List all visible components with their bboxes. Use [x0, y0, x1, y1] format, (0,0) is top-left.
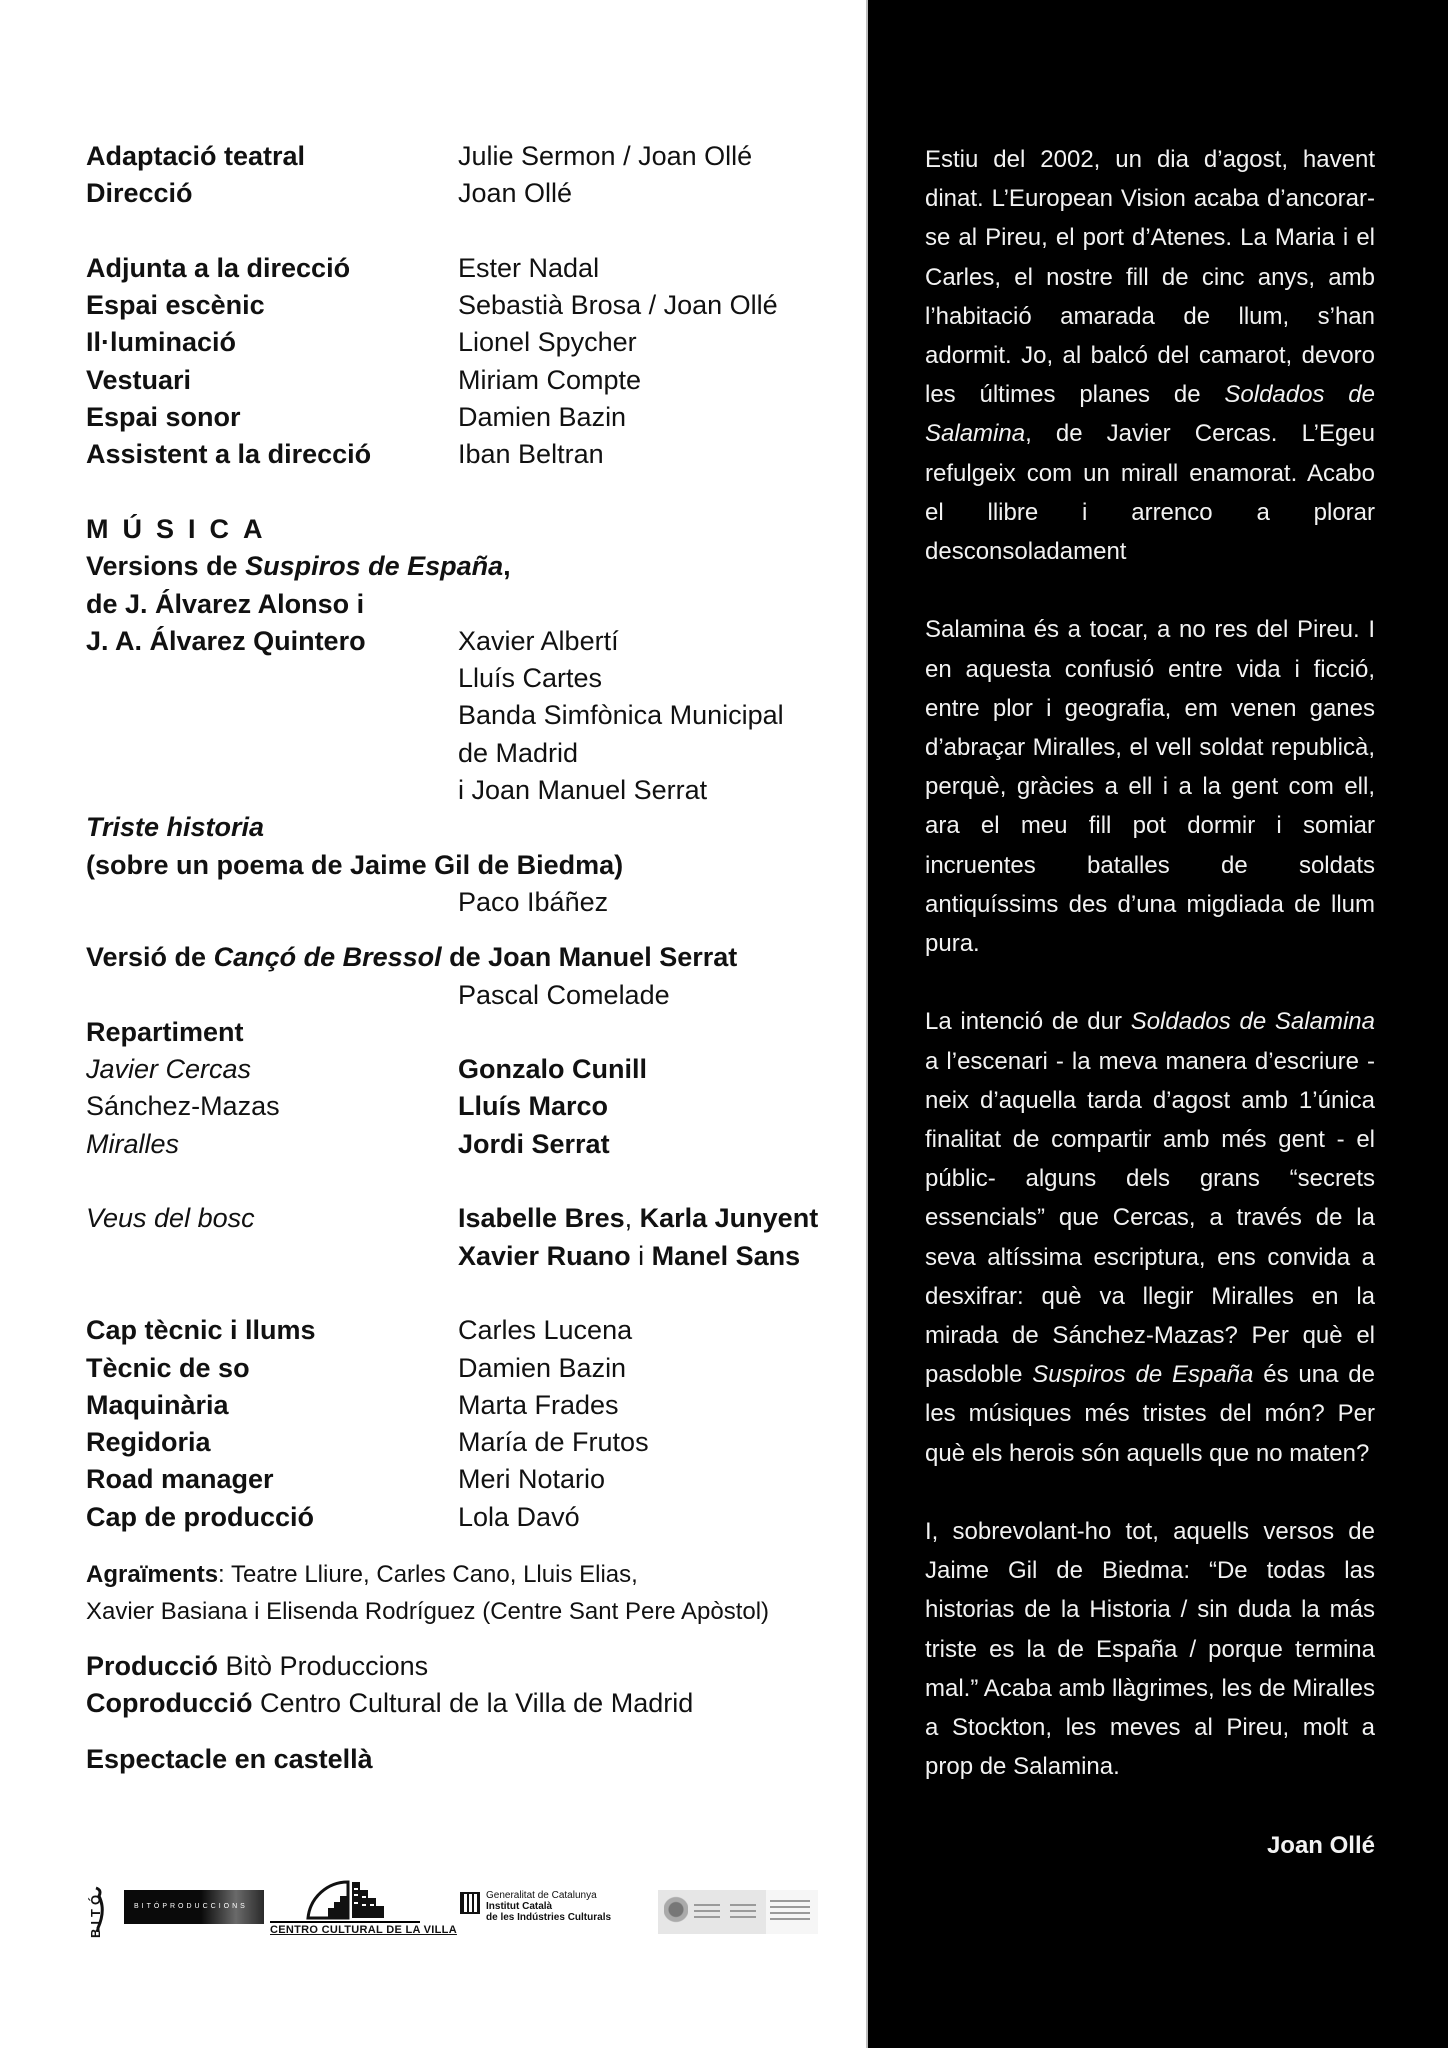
essay-text — [925, 140, 1375, 1865]
essay-paragraph — [925, 1002, 1375, 1472]
character-name: Javier Cercas — [86, 1054, 252, 1085]
credit-row — [86, 138, 866, 175]
ministerio-subpanel — [766, 1890, 818, 1934]
spacer — [86, 697, 458, 734]
bito-mark-text: BITÓ — [88, 1890, 103, 1938]
credit-name: Meri Notario — [458, 1464, 606, 1495]
ccv-logo-text: CENTRO CULTURAL DE LA VILLA — [270, 1921, 420, 1936]
suspiros-prefix: Versions de — [86, 551, 246, 582]
essay-text-run: , de Javier Cercas. L’Egeu refulgeix com un mirall enamorat. Acabo el llibre i arrenco a plorar desconsoladament — [925, 420, 1375, 566]
direction-credits — [86, 138, 866, 213]
ccv-building-icon — [270, 1880, 420, 1920]
credit-row — [86, 1424, 866, 1461]
credit-name: Sebastià Brosa / Joan Ollé — [458, 290, 778, 321]
performer-name: i Joan Manuel Serrat — [458, 775, 708, 806]
performer-row — [86, 772, 866, 809]
suspiros-composer-1: de J. Álvarez Alonso i — [86, 588, 365, 619]
triste-performer-row — [86, 884, 866, 921]
canco-prefix: Versió de — [86, 942, 214, 973]
triste-subtitle: (sobre un poema de Jaime Gil de Biedma) — [86, 849, 624, 880]
credit-row — [86, 250, 866, 287]
technical-credits — [86, 1312, 866, 1536]
suspiros-composer-line — [86, 586, 866, 623]
coproduction-value: Centro Cultural de la Villa de Madrid — [252, 1688, 694, 1719]
credit-role: Road manager — [86, 1464, 274, 1495]
performer-name: Lluís Cartes — [458, 663, 603, 694]
essay-paragraph — [925, 1512, 1375, 1786]
performer-row — [86, 697, 866, 734]
triste-subtitle-row — [86, 847, 866, 884]
ministerio-lettering — [730, 1904, 756, 1918]
spacer — [86, 977, 458, 1014]
suspiros-title-line — [86, 548, 866, 585]
suspiros-title: Suspiros de España — [245, 551, 504, 582]
ministerio-lettering — [694, 1904, 720, 1918]
canco-title: Cançó de Bressol — [213, 942, 442, 973]
credit-row — [86, 399, 866, 436]
credit-row — [86, 175, 866, 212]
performer-row — [86, 735, 866, 772]
suspiros-composer-2: J. A. Álvarez Quintero — [86, 625, 366, 656]
essay-paragraph — [925, 140, 1375, 571]
centro-cultural-logo — [270, 1880, 457, 1936]
production-label: Producció — [86, 1650, 219, 1681]
ministerio-lettering — [770, 1900, 810, 1920]
credit-name: Miriam Compte — [458, 364, 642, 395]
voice-actor: Karla Junyent — [639, 1203, 819, 1234]
credit-role: Il·luminació — [86, 327, 237, 358]
bito-mark-logo — [80, 1880, 114, 1940]
voice-actor: Manel Sans — [651, 1240, 801, 1271]
essay-text-run: a l’escenari - la meva manera d’escriure - neix d’aquella tarda d’agost amb 1’única finalitat de compartir amb més gent - el públic- alguns dels grans “secrets essencials” que Cercas, a través de la seva altíssima escriptura, ens convida a desxifrar: què va llegir Miralles en la mirada de Sánchez-Mazas? Per què el pasdoble — [925, 1047, 1375, 1389]
voices-line-2 — [458, 1238, 800, 1275]
triste-performer: Paco Ibáñez — [458, 886, 609, 917]
canco-performer: Pascal Comelade — [458, 979, 670, 1010]
voices-line-1 — [458, 1200, 818, 1237]
bito-mark-curve-icon — [92, 1884, 106, 1936]
credit-row — [86, 1312, 866, 1349]
credit-name: Julie Sermon / Joan Ollé — [458, 141, 753, 171]
thanks-line-2: Xavier Basiana i Elisenda Rodríguez (Centre Sant Pere Apòstol) — [86, 1597, 770, 1625]
credit-role: Vestuari — [86, 364, 192, 395]
ministerio-logo — [658, 1890, 818, 1934]
generalitat-line: Institut Català — [486, 1901, 553, 1912]
generalitat-logo — [460, 1890, 640, 1930]
credit-role: Direcció — [86, 178, 193, 209]
credit-name: Damien Bazin — [458, 402, 627, 433]
performer-name: de Madrid — [458, 737, 579, 768]
essay-text-run: La intenció de dur — [925, 1008, 1131, 1036]
credit-name: Carles Lucena — [458, 1315, 633, 1346]
team-credits — [86, 250, 866, 474]
bito-producciones-logo — [124, 1890, 264, 1924]
voices-row — [86, 1200, 866, 1237]
spacer — [86, 660, 458, 697]
essay-paragraphs — [925, 140, 1375, 1786]
separator: i — [630, 1240, 652, 1271]
voice-actor: Xavier Ruano — [458, 1240, 631, 1271]
language-note: Espectacle en castellà — [86, 1743, 373, 1774]
credit-role: Regidoria — [86, 1427, 211, 1458]
canco-title-row — [86, 939, 866, 976]
credit-row — [86, 1350, 866, 1387]
cast-heading-row — [86, 1014, 866, 1051]
performer-row — [86, 660, 866, 697]
cast-list — [86, 1051, 866, 1163]
catalan-shield-icon — [460, 1892, 480, 1914]
spacer — [86, 884, 458, 921]
credit-name: Iban Beltran — [458, 439, 604, 470]
credit-name: Marta Frades — [458, 1389, 619, 1420]
credit-role: Espai sonor — [86, 402, 241, 433]
suspiros-suffix: , — [503, 551, 511, 582]
coproduction-label: Coproducció — [86, 1688, 253, 1719]
music-heading: MÚSICA — [86, 513, 277, 544]
character-name: Sánchez-Mazas — [86, 1091, 280, 1122]
language-row — [86, 1741, 866, 1778]
credit-name: Lionel Spycher — [458, 327, 637, 358]
credit-row — [86, 1461, 866, 1498]
spacer — [86, 1238, 458, 1275]
triste-title: Triste historia — [86, 812, 265, 843]
essay-paragraph — [925, 610, 1375, 963]
cast-heading: Repartiment — [86, 1016, 244, 1047]
actor-name: Jordi Serrat — [458, 1128, 610, 1159]
generalitat-text — [486, 1890, 611, 1923]
performer-name: Xavier Albertí — [458, 625, 619, 656]
thanks-block — [86, 1556, 866, 1630]
spacer — [86, 735, 458, 772]
cast-row — [86, 1126, 866, 1163]
credit-row — [86, 436, 866, 473]
credit-role: Cap tècnic i llums — [86, 1315, 316, 1346]
thanks-row-2 — [86, 1593, 866, 1630]
music-heading-row — [86, 511, 866, 548]
credit-name: Lola Davó — [458, 1501, 580, 1532]
canco-performer-row — [86, 977, 866, 1014]
performer-name: Banda Simfònica Municipal — [458, 700, 784, 731]
credit-name: Damien Bazin — [458, 1352, 627, 1383]
credit-role: Espai escènic — [86, 290, 265, 321]
book-title: Soldados de Salamina — [925, 381, 1375, 448]
essay-text-run: és una de les músiques més tristes del món? Per què els herois són aquells que no maten? — [925, 1361, 1375, 1467]
coproduction-row — [86, 1685, 866, 1722]
actor-name: Gonzalo Cunill — [458, 1054, 647, 1085]
essay-text-run: Salamina és a tocar, a no res del Pireu. I en aquesta confusió entre vida i ficció, entre plor i geografia, em venen ganes d’abraçar Miralles, el vell soldat republicà, perquè, gràcies a ell i a la gent com ell, ara el meu fill pot dormir i somiar incruentes batalles de soldats antiquíssims des d’una migdiada de llum pura. — [925, 616, 1375, 958]
character-name: Miralles — [86, 1128, 180, 1159]
sponsor-logos — [86, 1880, 826, 1940]
credit-row — [86, 1499, 866, 1536]
production-value: Bitò Produccions — [218, 1650, 429, 1681]
credits-column — [86, 138, 866, 1778]
credit-row — [86, 287, 866, 324]
essay-text-run: I, sobrevolant-ho tot, aquells versos de Jaime Gil de Biedma: “De todas las historias de la Historia / sin duda la más triste es la de España / porque termina mal.” Acaba amb llàgrimes, les de Miralles a Stockton, les meves al Pireu, molt a prop de Salamina. — [925, 1518, 1375, 1781]
credit-name: Joan Ollé — [458, 178, 573, 209]
credit-role: Maquinària — [86, 1389, 229, 1420]
credit-row — [86, 324, 866, 361]
generalitat-line: Generalitat de Catalunya — [486, 1890, 597, 1901]
canco-suffix: de Joan Manuel Serrat — [441, 942, 738, 973]
production-row — [86, 1648, 866, 1685]
voice-actor: Isabelle Bres — [458, 1203, 625, 1234]
spanish-crest-icon — [664, 1896, 688, 1926]
credit-role: Adjunta a la direcció — [86, 252, 351, 283]
voices-row-2 — [86, 1238, 866, 1275]
book-title: Soldados de Salamina — [1130, 1008, 1375, 1036]
suspiros-performers — [86, 623, 866, 809]
voices-label: Veus del bosc — [86, 1203, 255, 1234]
performer-row — [86, 623, 866, 660]
actor-name: Lluís Marco — [458, 1091, 609, 1122]
credit-row — [86, 1387, 866, 1424]
credit-role: Assistent a la direcció — [86, 439, 372, 470]
credit-row — [86, 362, 866, 399]
credit-role: Adaptació teatral — [86, 141, 306, 171]
separator: , — [624, 1203, 640, 1234]
book-title: Suspiros de España — [1032, 1361, 1254, 1389]
credit-name: Ester Nadal — [458, 252, 600, 283]
triste-title-row — [86, 809, 866, 846]
credit-name: María de Frutos — [458, 1427, 649, 1458]
thanks-label: Agraïments — [86, 1560, 219, 1588]
generalitat-line: de les Indústries Culturals — [486, 1912, 612, 1923]
credit-role: Tècnic de so — [86, 1352, 250, 1383]
essay-text-run: Estiu del 2002, un dia d’agost, havent dinat. L’European Vision acaba d’ancorar-se al Pireu, el port d’Atenes. La Maria i el Carles, el nostre fill de cinc anys, amb l’habitació amarada de llum, s’han adormit. Jo, al balcó del camarot, devoro les últimes planes de — [925, 146, 1375, 409]
spacer — [86, 772, 458, 809]
bito-logo-text: BITÓPRODUCCIONS — [134, 1903, 248, 1910]
credit-role: Cap de producció — [86, 1501, 315, 1532]
cast-row — [86, 1088, 866, 1125]
thanks-line-1: : Teatre Lliure, Carles Cano, Lluis Elias, — [218, 1560, 638, 1588]
thanks-row-1 — [86, 1556, 866, 1593]
essay-signature: Joan Ollé — [1266, 1831, 1375, 1859]
cast-row — [86, 1051, 866, 1088]
